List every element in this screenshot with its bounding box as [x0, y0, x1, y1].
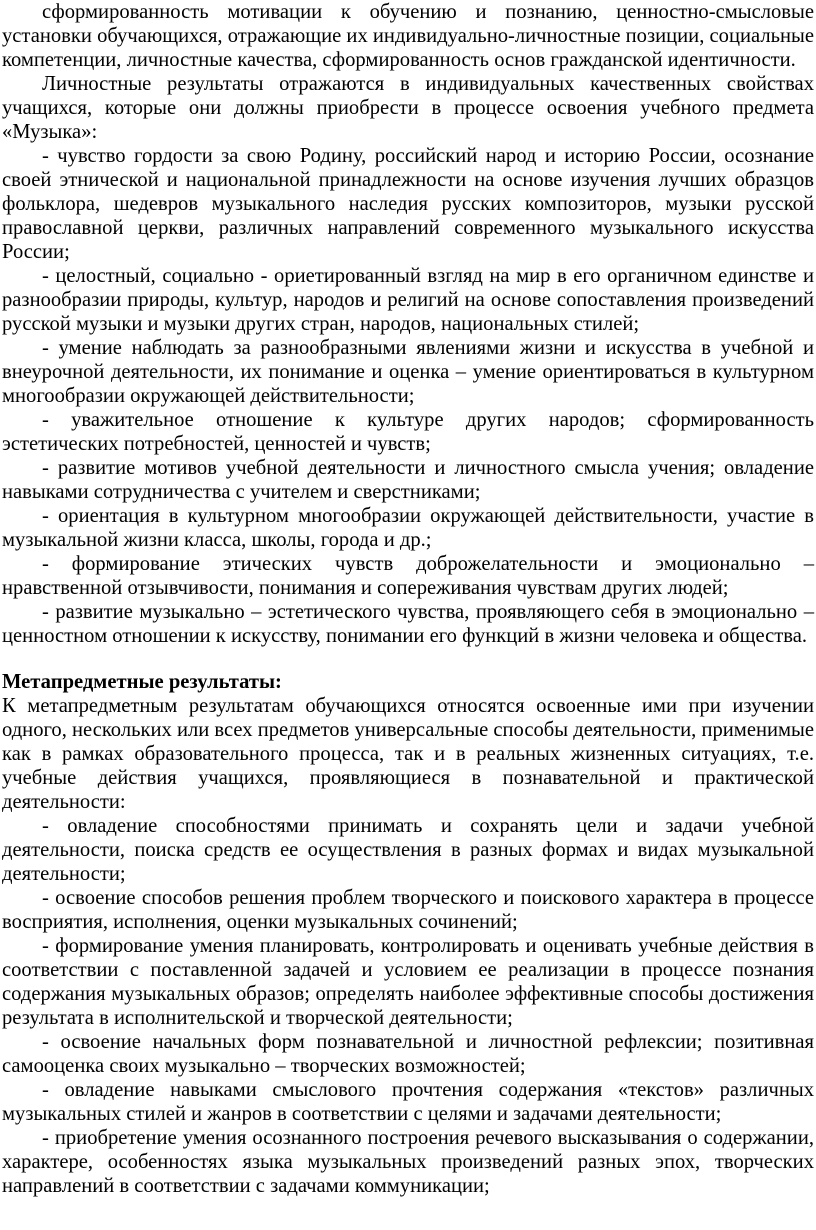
list-item: - чувство гордости за свою Родину, российский народ и историю России, осознание своей этнической и национальной принадлежности на основе изучения лучших образцов фольклора, шедевров музыкального наследия русских композиторов, музыки русской православной церкви, различных направлений современного музыкального искусства России;: [2, 145, 814, 263]
list-item: - овладение навыками смыслового прочтения содержания «текстов» различных музыкальных стилей и жанров в соответствии с целями и задачами деятельности;: [2, 1079, 814, 1125]
list-item: - освоение способов решения проблем творческого и поискового характера в процессе восприятия, исполнения, оценки музыкальных сочинений;: [2, 887, 814, 933]
metasubject-results-list: [2, 814, 814, 1198]
list-item: - развитие музыкально – эстетического чувства, проявляющего себя в эмоционально – ценностном отношении к искусству, понимании его функций в жизни человека и общества.: [2, 601, 814, 647]
list-item: - умение наблюдать за разнообразными явлениями жизни и искусства в учебной и внеурочной деятельности, их понимание и оценка – умение ориентироваться в культурном многообразии окружающей действительности;: [2, 337, 814, 407]
list-item: - целостный, социально - ориетированный взгляд на мир в его органичном единстве и разнообразии природы, культур, народов и религий на основе сопоставления произведений русской музыки и музыки других стран, народов, национальных стилей;: [2, 265, 814, 335]
list-item: - формирование умения планировать, контролировать и оценивать учебные действия в соответствии с поставленной задачей и условием ее реализации в процессе познания содержания музыкальных образов; определять наиболее эффективные способы достижения результата в исполнительской и творческой деятельности;: [2, 935, 814, 1029]
metasubject-results-heading: Метапредметные результаты:: [2, 671, 282, 693]
personal-results-intro-paragraph: Личностные результаты отражаются в индивидуальных качественных свойствах учащихся, которые они должны приобрести в процессе освоения учебного предмета «Музыка»:: [2, 73, 814, 143]
list-item: - уважительное отношение к культуре других народов; сформированность эстетических потребностей, ценностей и чувств;: [2, 409, 814, 455]
list-item: - ориентация в культурном многообразии окружающей действительности, участие в музыкальной жизни класса, школы, города и др.;: [2, 505, 814, 551]
list-item: - овладение способностями принимать и сохранять цели и задачи учебной деятельности, поиска средств ее осуществления в разных формах и видах музыкальной деятельности;: [2, 815, 814, 885]
list-item: - освоение начальных форм познавательной и личностной рефлексии; позитивная самооценка своих музыкально – творческих возможностей;: [2, 1031, 814, 1077]
list-item: - развитие мотивов учебной деятельности и личностного смысла учения; овладение навыками сотрудничества с учителем и сверстниками;: [2, 457, 814, 503]
intro-continuation-paragraph: сформированность мотивации к обучению и познанию, ценностно-смысловые установки обучающихся, отражающие их индивидуально-личностные позиции, социальные компетенции, личностные качества, сформированность основ гражданской идентичности.: [2, 1, 814, 71]
list-item: - формирование этических чувств доброжелательности и эмоционально – нравственной отзывчивости, понимания и сопереживания чувствам других людей;: [2, 553, 814, 599]
personal-results-list: [2, 144, 814, 648]
metasubject-results-intro-paragraph: К метапредметным результатам обучающихся относятся освоенные ими при изучении одного, нескольких или всех предметов универсальные способы деятельности, применимые как в рамках образовательного процесса, так и в реальных жизненных ситуациях, т.е. учебные действия учащихся, проявляющиеся в познавательной и практической деятельности:: [2, 695, 815, 813]
list-item: - приобретение умения осознанного построения речевого высказывания о содержании, характере, особенностях языка музыкальных произведений разных эпох, творческих направлений в соответствии с задачами коммуникации;: [2, 1127, 814, 1197]
